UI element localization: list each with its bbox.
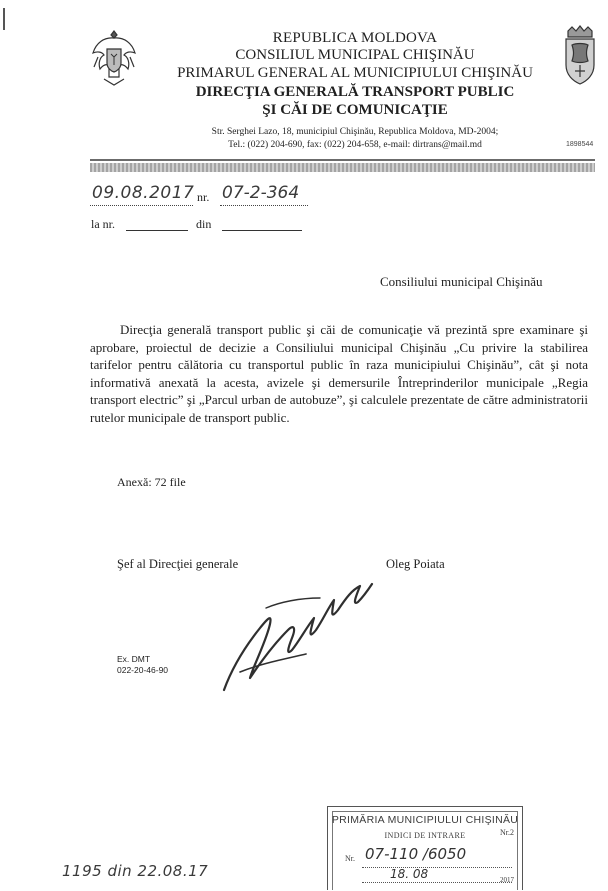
la-nr-label: la nr. <box>91 217 115 231</box>
header-contact: Tel.: (022) 204-690, fax: (022) 204-658, e-mail: dirtrans@mail.md <box>228 140 482 150</box>
reference-number-underline <box>220 205 308 206</box>
header-directorate: DIRECŢIA GENERALĂ TRANSPORT PUBLIC <box>195 84 515 100</box>
stamp-date: 18. 08 <box>390 867 429 881</box>
la-nr-blank <box>126 230 188 231</box>
reference-number: 07-2-364 <box>222 183 300 203</box>
stamp-number-line <box>362 867 512 868</box>
stamp-nr-label: Nr. <box>345 854 355 863</box>
header-directorate-cont: ŞI CĂI DE COMUNICAŢIE <box>262 102 448 118</box>
signatory-title: Şef al Direcţiei generale <box>117 557 239 571</box>
stamp-date-line <box>362 882 512 883</box>
handwritten-registration-note: 1195 din 22.08.17 <box>62 862 209 880</box>
din-label: din <box>196 217 212 231</box>
registry-code: 1898544 <box>566 141 594 148</box>
stamp-subtitle: INDICI DE INTRARE <box>384 831 466 840</box>
header-council: CONSILIUL MUNICIPAL CHIŞINĂU <box>235 47 475 63</box>
handwritten-signature <box>210 568 380 698</box>
annex-note: Anexă: 72 file <box>117 475 186 489</box>
stamp-number: 07-110 /6050 <box>365 845 467 863</box>
reference-date-underline <box>90 205 193 206</box>
header-country: REPUBLICA MOLDOVA <box>272 30 438 46</box>
letter-body: Direcţia generală transport public şi căi de comunicaţie vă prezintă spre examinare şi aprobare, proiectul de decizie a Consiliului municipal Chişinău „Cu privire la stabilirea tarifelor pentru călătoria cu transportul public în raza municipiului Chişinău”, cât şi nota informativă anexată la acesta, avizele şi demersurile Întreprinderilor municipale „Regia transport electric” şi „Parcul urban de autobuze”, şi calculele prezentate de către administratorii rutelor municipale de transport public. <box>90 322 588 425</box>
header-mayor: PRIMARUL GENERAL AL MUNICIPIULUI CHIŞINĂU <box>177 65 533 81</box>
header-address: Str. Serghei Lazo, 18, municipiul Chişinău, Republica Moldova, MD-2004; <box>211 127 499 137</box>
executor-info <box>117 654 168 676</box>
din-blank <box>222 230 302 231</box>
executor-phone: 022-20-46-90 <box>117 665 169 675</box>
header-divider <box>90 159 595 161</box>
header-divider-texture <box>90 163 595 172</box>
scan-edge-mark <box>3 8 5 30</box>
stamp-year: 2017 <box>500 876 514 884</box>
registration-stamp <box>327 806 523 890</box>
reference-nr-label: nr. <box>197 190 210 204</box>
stamp-code: Nr.2 <box>500 828 514 837</box>
executor-name: Ex. DMT <box>117 654 151 664</box>
signatory-name: Oleg Poiata <box>386 557 445 571</box>
reference-date: 09.08.2017 <box>92 183 195 203</box>
stamp-title: PRIMĂRIA MUNICIPIULUI CHIŞINĂU <box>331 814 519 826</box>
recipient: Consiliului municipal Chişinău <box>380 274 543 289</box>
